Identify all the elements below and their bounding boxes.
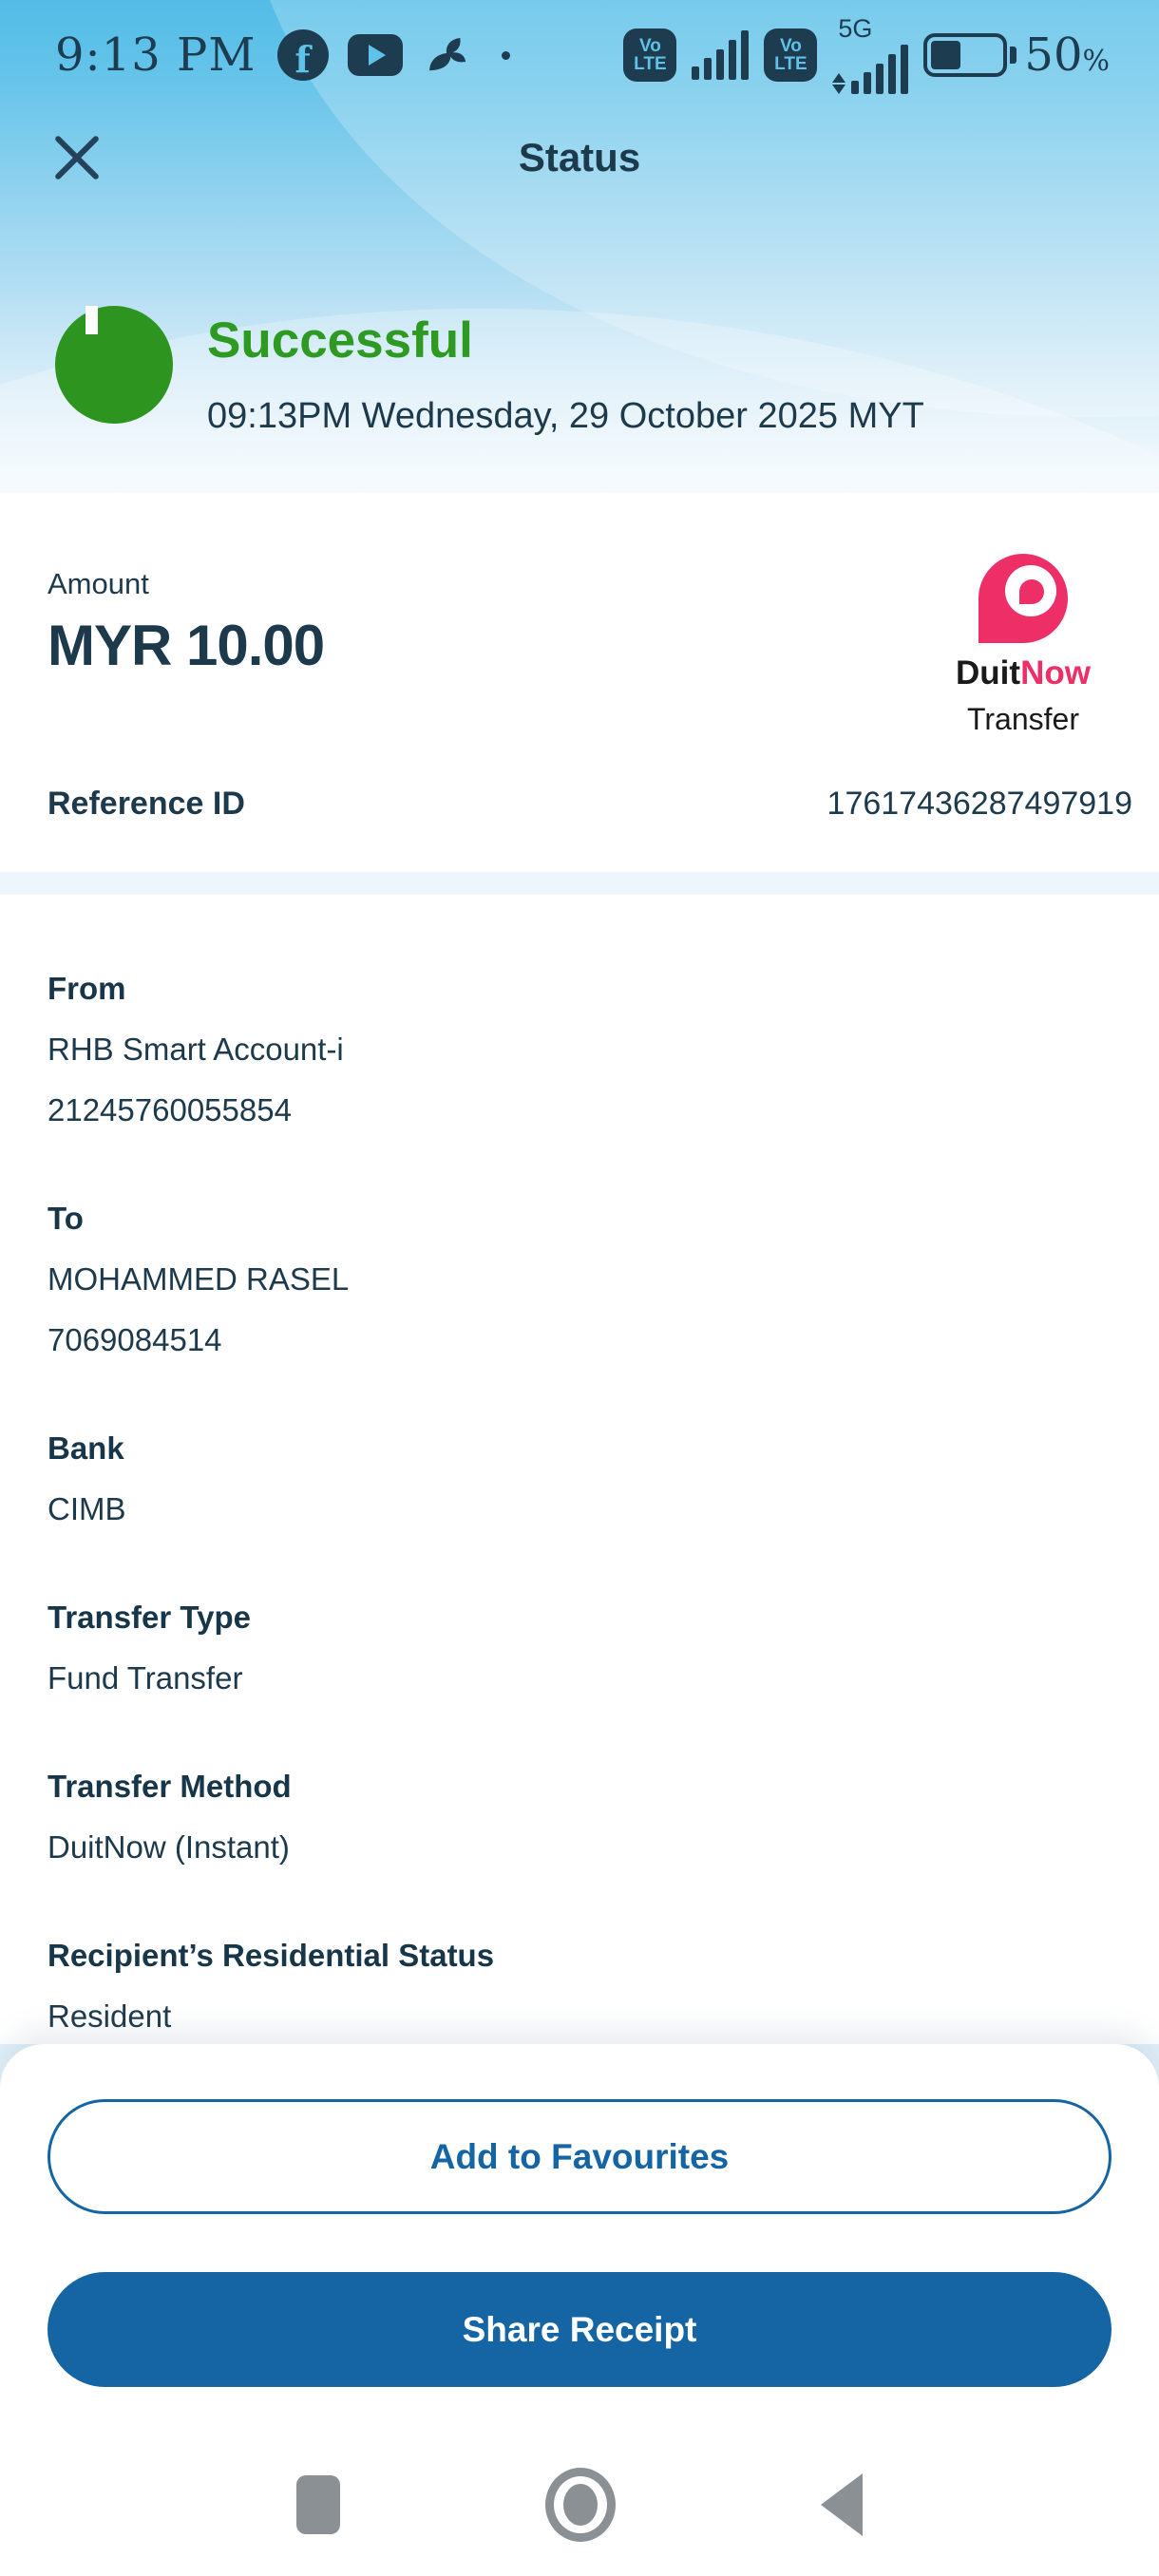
battery-icon: 50% — [923, 28, 1110, 82]
detail-to — [48, 1201, 1112, 1358]
duitnow-brand — [933, 554, 1113, 786]
section-divider — [0, 872, 1159, 895]
bird-app-icon — [422, 29, 473, 81]
duitnow-logo-icon — [978, 554, 1068, 643]
detail-label: Bank — [48, 1430, 124, 1466]
facebook-icon: f — [277, 29, 329, 81]
recents-icon[interactable] — [296, 2475, 340, 2534]
detail-label: Recipient’s Residential Status — [48, 1938, 495, 1973]
home-icon[interactable] — [545, 2468, 616, 2542]
detail-value: 21245760055854 — [48, 1092, 292, 1127]
detail-residential-status — [48, 1938, 1112, 2035]
youtube-icon — [348, 34, 403, 76]
add-to-favourites-button[interactable]: Add to Favourites — [48, 2099, 1112, 2214]
volte-icon: Vo LTE — [764, 28, 817, 82]
amount-value: MYR 10.00 — [48, 614, 325, 677]
reference-value: 17617436287497919 — [826, 786, 1132, 822]
detail-from — [48, 971, 1112, 1128]
share-receipt-button[interactable]: Share Receipt — [48, 2272, 1112, 2387]
duitnow-caption: Transfer — [967, 702, 1079, 736]
detail-transfer-type — [48, 1600, 1112, 1696]
result-banner — [55, 306, 1159, 437]
play-glyph — [369, 45, 386, 66]
detail-label: Transfer Type — [48, 1600, 251, 1635]
reference-section — [0, 786, 1159, 823]
receipt-content — [0, 493, 1159, 2107]
success-check-icon — [55, 306, 173, 424]
detail-label: Transfer Method — [48, 1769, 292, 1804]
detail-value: Resident — [48, 1998, 172, 2034]
status-bar — [0, 0, 1159, 110]
duitnow-wordmark: DuitNow — [956, 654, 1091, 691]
detail-value: DuitNow (Instant) — [48, 1829, 290, 1865]
detail-transfer-method — [48, 1769, 1112, 1866]
status-text: Successful — [207, 313, 473, 369]
detail-bank — [48, 1430, 1112, 1527]
back-icon[interactable] — [821, 2473, 863, 2536]
reference-label: Reference ID — [48, 786, 245, 822]
notification-dot-icon — [502, 51, 510, 60]
page-title: Status — [518, 135, 641, 180]
hero-header — [0, 0, 1159, 493]
signal-bars-icon — [692, 30, 749, 80]
detail-value: RHB Smart Account-i — [48, 1032, 344, 1067]
5g-signal-icon: 5G — [832, 16, 908, 94]
amount-label: Amount — [48, 567, 149, 600]
clock-text: 9:13 PM — [55, 28, 256, 82]
detail-value: CIMB — [48, 1491, 126, 1526]
action-sheet — [0, 2044, 1159, 2576]
system-status-icons — [623, 16, 1110, 94]
android-nav-bar — [0, 2434, 1159, 2576]
amount-section — [0, 567, 1159, 786]
timestamp: 09:13PM Wednesday, 29 October 2025 MYT — [207, 396, 924, 436]
detail-list — [0, 895, 1159, 2035]
detail-value: Fund Transfer — [48, 1660, 243, 1695]
detail-value: MOHAMMED RASEL — [48, 1261, 350, 1297]
page-header — [0, 110, 1159, 205]
detail-label: From — [48, 971, 126, 1006]
detail-label: To — [48, 1201, 84, 1236]
volte-icon: Vo LTE — [623, 28, 676, 82]
notification-icons — [277, 29, 510, 81]
detail-value: 7069084514 — [48, 1322, 222, 1357]
